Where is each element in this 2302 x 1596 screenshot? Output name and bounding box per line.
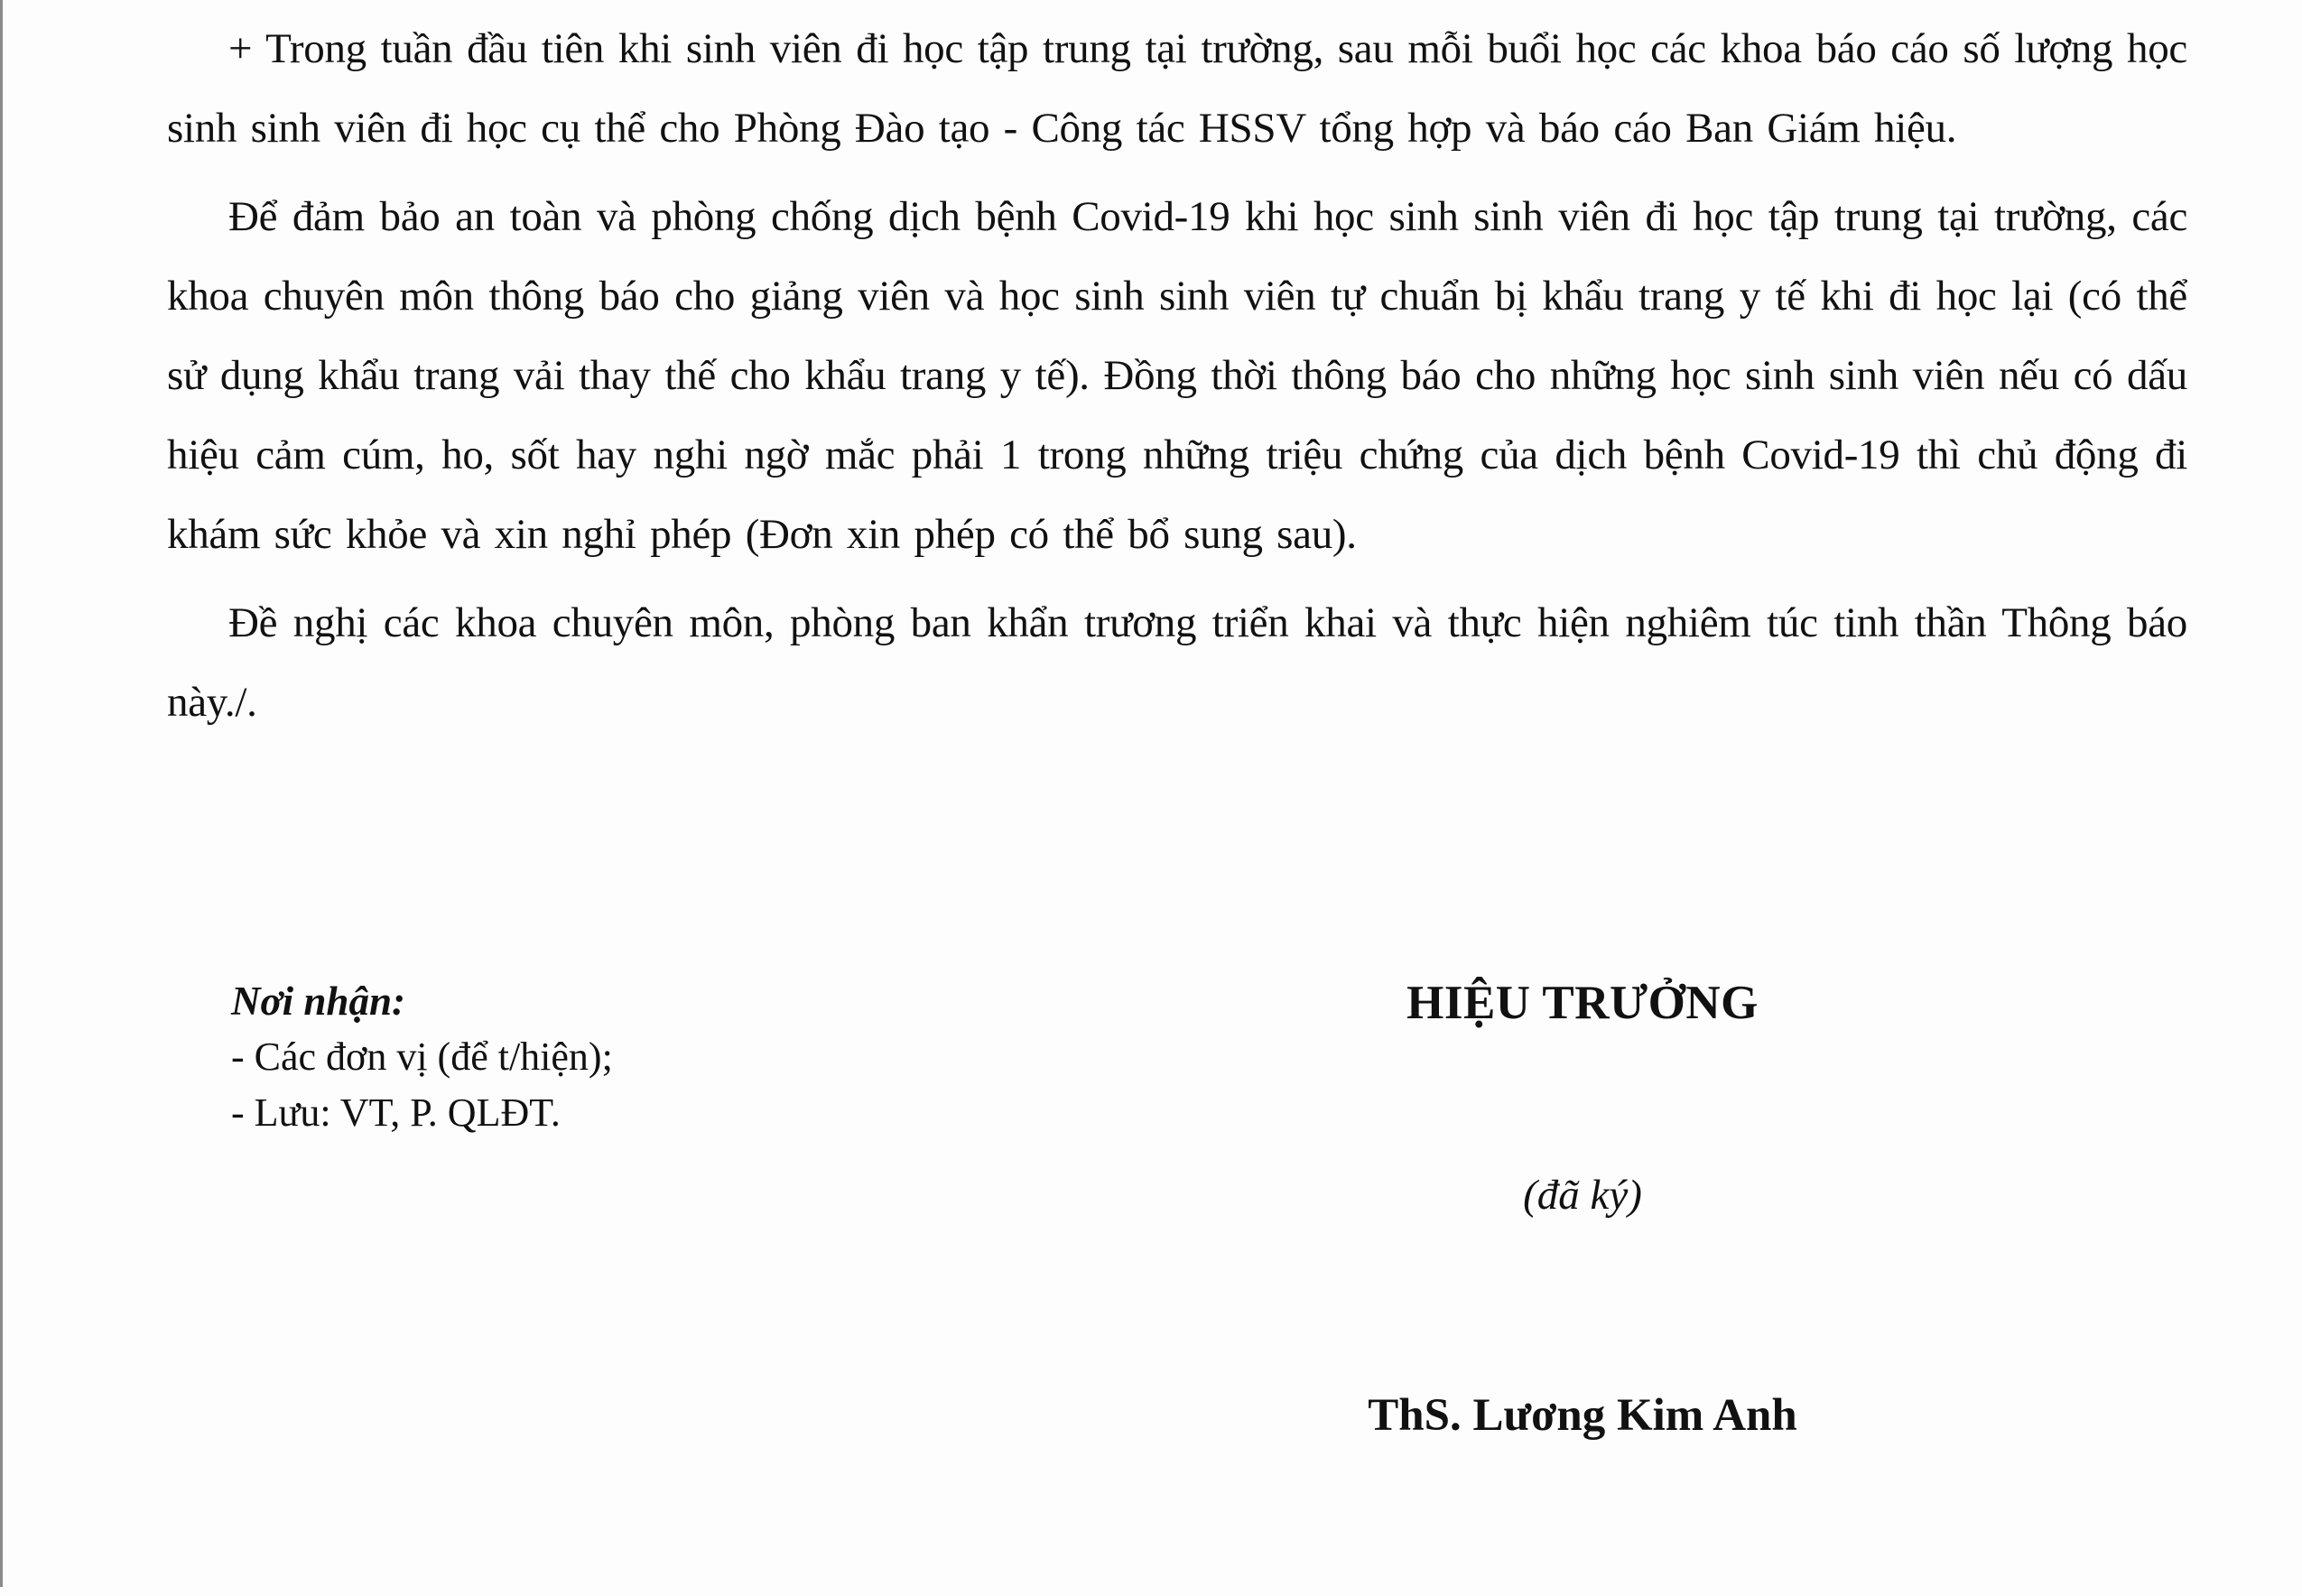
recipients-label: Nơi nhận:	[231, 979, 405, 1024]
signer-title: HIỆU TRƯỞNG	[1406, 977, 1759, 1029]
paragraph-reporting-attendance: + Trong tuần đầu tiên khi sinh viên đi học tập trung tại trường, sau mỗi buổi học các khoa báo cáo số lượng học sinh sinh viên đi học cụ thể cho Phòng Đào tạo - Công tác HSSV tổng hợp và báo cáo Ban Giám hiệu.	[167, 25, 2187, 152]
signer-name: ThS. Lương Kim Anh	[1368, 1390, 1797, 1441]
signature-block	[1221, 973, 1944, 1444]
paragraph-implementation-request: Đề nghị các khoa chuyên môn, phòng ban khẩn trương triển khai và thực hiện nghiêm túc tinh thần Thông báo này./.	[167, 599, 2187, 726]
recipient-item-archive: - Lưu: VT, P. QLĐT.	[231, 1090, 561, 1135]
signed-note: (đã ký)	[1523, 1172, 1642, 1219]
paragraph-covid-safety: Để đảm bảo an toàn và phòng chống dịch bệnh Covid-19 khi học sinh sinh viên đi học tập trung tại trường, các khoa chuyên môn thông báo cho giảng viên và học sinh sinh viên tự chuẩn bị khẩu trang y tế khi đi học lại (có thể sử dụng khẩu trang vải thay thế cho khẩu trang y tế). Đồng thời thông báo cho những học sinh sinh viên nếu có dấu hiệu cảm cúm, ho, sốt hay nghi ngờ mắc phải 1 trong những triệu chứng của dịch bệnh Covid-19 thì chủ động đi khám sức khỏe và xin nghỉ phép (Đơn xin phép có thể bổ sung sau).	[167, 193, 2187, 558]
recipient-item-units: - Các đơn vị (để t/hiện);	[231, 1035, 613, 1079]
recipients-block	[231, 973, 613, 1141]
page-edge-scan-line	[0, 0, 3, 1587]
document-body	[167, 9, 2187, 751]
